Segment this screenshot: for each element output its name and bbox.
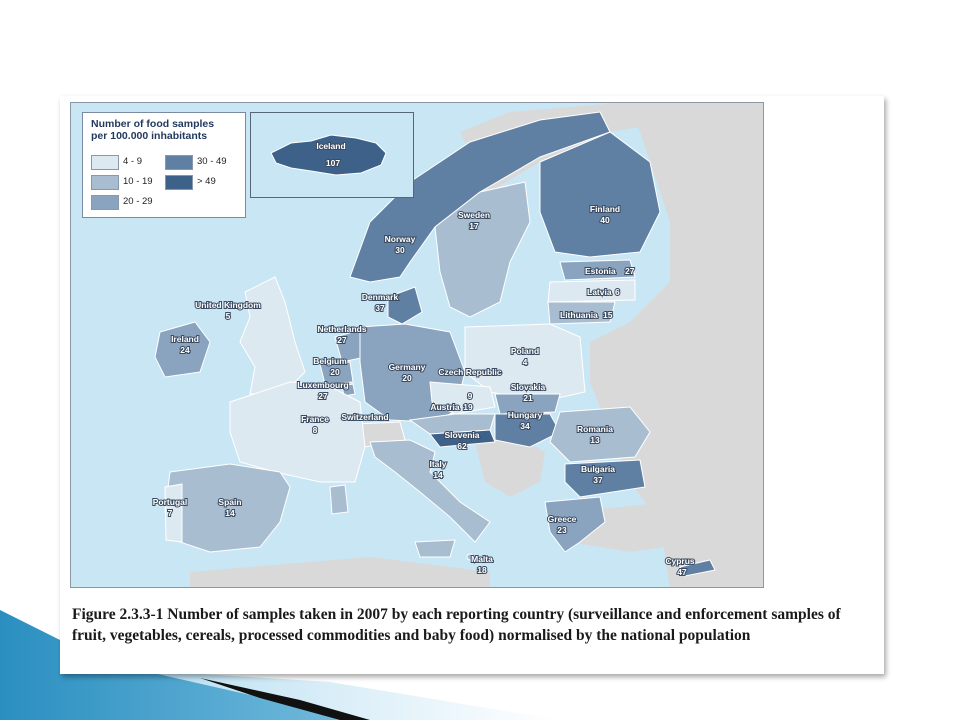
label-spain: Spain [218,497,242,507]
label-united-kingdom: United Kingdom [195,300,261,310]
island-sicily [415,540,455,557]
europe-map [70,102,764,588]
label-czech-republic: Czech Republic [438,367,502,377]
value-estonia: 27 [625,266,635,276]
legend-title-line2: per 100.000 inhabitants [91,130,208,142]
value-france: 8 [312,425,318,435]
legend-swatch [91,155,119,170]
label-latvia: Latvia [587,287,612,297]
value-poland: 4 [522,357,528,367]
label-sweden: Sweden [457,210,491,220]
value-ireland: 24 [180,345,190,355]
label-iceland: Iceland [316,141,346,151]
value-united-kingdom: 5 [225,311,231,321]
label-hungary: Hungary [507,410,543,420]
label-portugal: Portugal [152,497,188,507]
value-netherlands: 27 [337,335,347,345]
figure-card [60,96,884,674]
value-germany: 20 [402,373,412,383]
map-legend: Number of food samples per 100.000 inhabitants 4 - 9 10 - 19 20 - 29 30 - 49 > 49 [82,112,246,218]
value-latvia: 6 [615,287,620,297]
label-slovakia: Slovakia [510,382,546,392]
value-finland: 40 [600,215,610,225]
value-italy: 14 [433,470,443,480]
label-cyprus: Cyprus [665,556,695,566]
value-austria: 19 [463,402,473,412]
legend-title [91,118,241,142]
value-iceland: 107 [325,158,341,168]
value-czech-republic: 9 [467,391,473,401]
legend-title-line1: Number of food samples [91,118,215,130]
label-finland: Finland [589,204,621,214]
label-romania: Romania [577,424,613,434]
legend-swatch [165,155,193,170]
label-netherlands: Netherlands [317,324,367,334]
value-denmark: 37 [375,303,385,313]
country-romania[interactable] [550,407,650,462]
label-estonia: Estonia [585,266,616,276]
label-greece: Greece [547,514,577,524]
value-slovakia: 21 [523,393,533,403]
legend-swatch [165,175,193,190]
value-luxembourg: 27 [318,391,328,401]
label-ireland: Ireland [171,334,199,344]
label-switzerland: Switzerland [341,412,389,422]
label-germany: Germany [388,362,426,372]
label-bulgaria: Bulgaria [580,464,616,474]
figure-caption: Figure 2.3.3-1 Number of samples taken in 2007 by each reporting country (surveillance and enforcement samples of fruit, vegetables, cereals, processed commodities and baby food) normalised by the national population [72,606,841,644]
label-austria: Austria [430,402,460,412]
legend-swatch [91,175,119,190]
value-bulgaria: 37 [593,475,603,485]
label-lithuania: Lithuania [560,310,598,320]
value-cyprus: 47 [677,567,687,577]
label-france: France [301,414,329,424]
value-norway: 30 [395,245,405,255]
label-norway: Norway [384,234,416,244]
value-slovenia: 62 [457,441,467,451]
value-belgium: 20 [330,367,340,377]
iceland-inset [250,112,414,198]
label-slovenia: Slovenia [444,430,480,440]
label-belgium: Belgium [313,356,347,366]
value-malta: 18 [477,565,487,575]
value-portugal: 7 [167,508,173,518]
label-luxembourg: Luxembourg [297,380,349,390]
island-sardinia [330,485,348,514]
legend-swatch [91,195,119,210]
value-sweden: 17 [469,221,479,231]
value-greece: 23 [557,525,567,535]
iceland-inset-canvas [251,113,413,197]
value-romania: 13 [590,435,600,445]
value-spain: 14 [225,508,235,518]
value-lithuania: 15 [603,310,613,320]
label-malta: Malta [471,554,493,564]
label-denmark: Denmark [361,292,399,302]
value-hungary: 34 [520,421,530,431]
label-italy: Italy [429,459,447,469]
label-poland: Poland [510,346,540,356]
